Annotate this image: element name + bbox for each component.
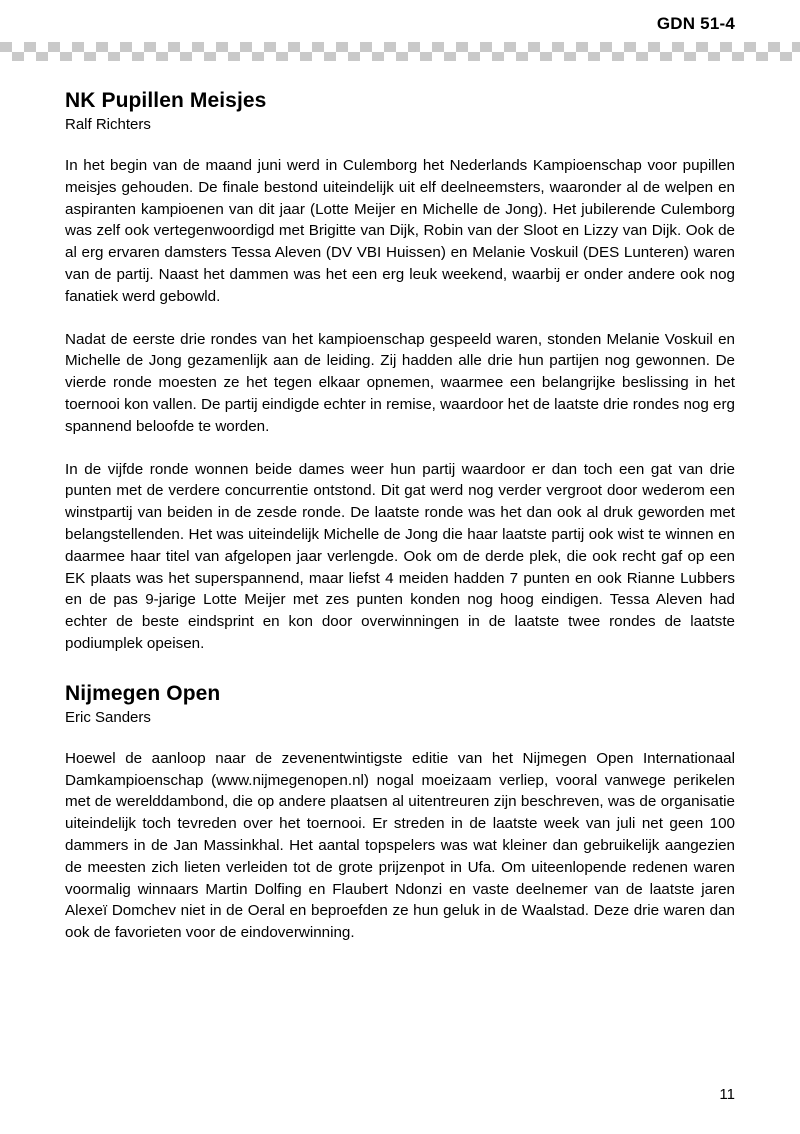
article-nijmegen-open [65, 681, 735, 944]
article-byline: Ralf Richters [65, 116, 151, 133]
page-title: NK Pupillen Meisjes [65, 89, 267, 112]
article-body [65, 748, 735, 944]
checkerboard-divider [0, 42, 800, 61]
article-nk-pupillen-meisjes [65, 88, 735, 655]
paragraph: In de vijfde ronde wonnen beide dames weer hun partij waardoor er dan toch een gat van drie punten met de verdere concurrentie ontstond. Dit gat werd nog verder vergroot door wederom een winstpartij van beiden in de zesde ronde. De laatste ronde was het dan ook al druk geworden met belangstellenden. Het was uiteindelijk Michelle de Jong die haar laatste partij ook wist te winnen en daarmee haar titel van afgelopen jaar verlengde. Ook om de derde plek, die ook recht gaf op een EK plaats was het superspannend, maar liefst 4 meiden hadden 7 punten en ook Rianne Lubbers en de pas 9-jarige Lotte Meijer met zes punten konden nog hoog eindigen. Tessa Aleven had echter de beste eindsprint en kon door overwinningen in de laatste twee rondes de laatste podiumplek opeisen. [65, 460, 735, 652]
running-head: GDN 51-4 [656, 14, 735, 33]
article-column [65, 88, 735, 944]
article-byline: Eric Sanders [65, 708, 151, 726]
page-number: 11 [719, 1086, 735, 1103]
page-title: Nijmegen Open [65, 681, 221, 705]
paragraph: Nadat de eerste drie rondes van het kampioenschap gespeeld waren, stonden Melanie Voskuil en Michelle de Jong gezamenlijk aan de leiding. Zij hadden alle drie hun partijen nog gewonnen. De vierde ronde moesten ze het tegen elkaar opnemen, waarmee een belangrijke beslissing in het toernooi kon vallen. De partij eindigde echter in remise, waardoor het de laatste drie rondes nog erg spannend beloofde te worden. [65, 330, 735, 435]
paragraph: Hoewel de aanloop naar de zevenentwintigste editie van het Nijmegen Open Internationaal Damkampioenschap (www.nijmegenopen.nl) nogal moeizaam verliep, vooral vanwege perikelen met de werelddambond, die op andere plaatsen al uitentreuren zijn beschreven, was de organisatie uiteindelijk toch tevreden over het toernooi. Er streden in de laatste week van juli net geen 100 dammers in de Jan Massinkhal. Het aantal topspelers was wat kleiner dan gebruikelijk aangezien de meesten zich lieten verleiden tot de grote prijzenpot in Ufa. Om uiteenlopende redenen waren voormalig winnaars Martin Dolfing en Flaubert Ndonzi en vaste deelnemer van de laatste jaren Alexeï Domchev niet in de Oeral en beproefden ze hun geluk in de Waalstad. Deze drie waren dan ook de favorieten voor de eindoverwinning. [65, 749, 735, 942]
article-body [65, 155, 735, 655]
paragraph: In het begin van de maand juni werd in Culemborg het Nederlands Kampioenschap voor pupillen meisjes gehouden. De finale bestond uiteindelijk uit elf deelneemsters, waaronder al de welpen en aspiranten kampioenen van dit jaar (Lotte Meijer en Michelle de Jong). Het jubilerende Culemborg was zelf ook vertegenwoordigd met Brigitte van Dijk, Robin van der Sloot en Lizzy van Dijk. Ook de al erg ervaren damsters Tessa Aleven (DV VBI Huissen) en Melanie Voskuil (DES Lunteren) waren van de partij. Naast het dammen was het een erg leuk weekend, waarbij er onder andere ook nog fanatiek werd gebowld. [65, 157, 735, 305]
